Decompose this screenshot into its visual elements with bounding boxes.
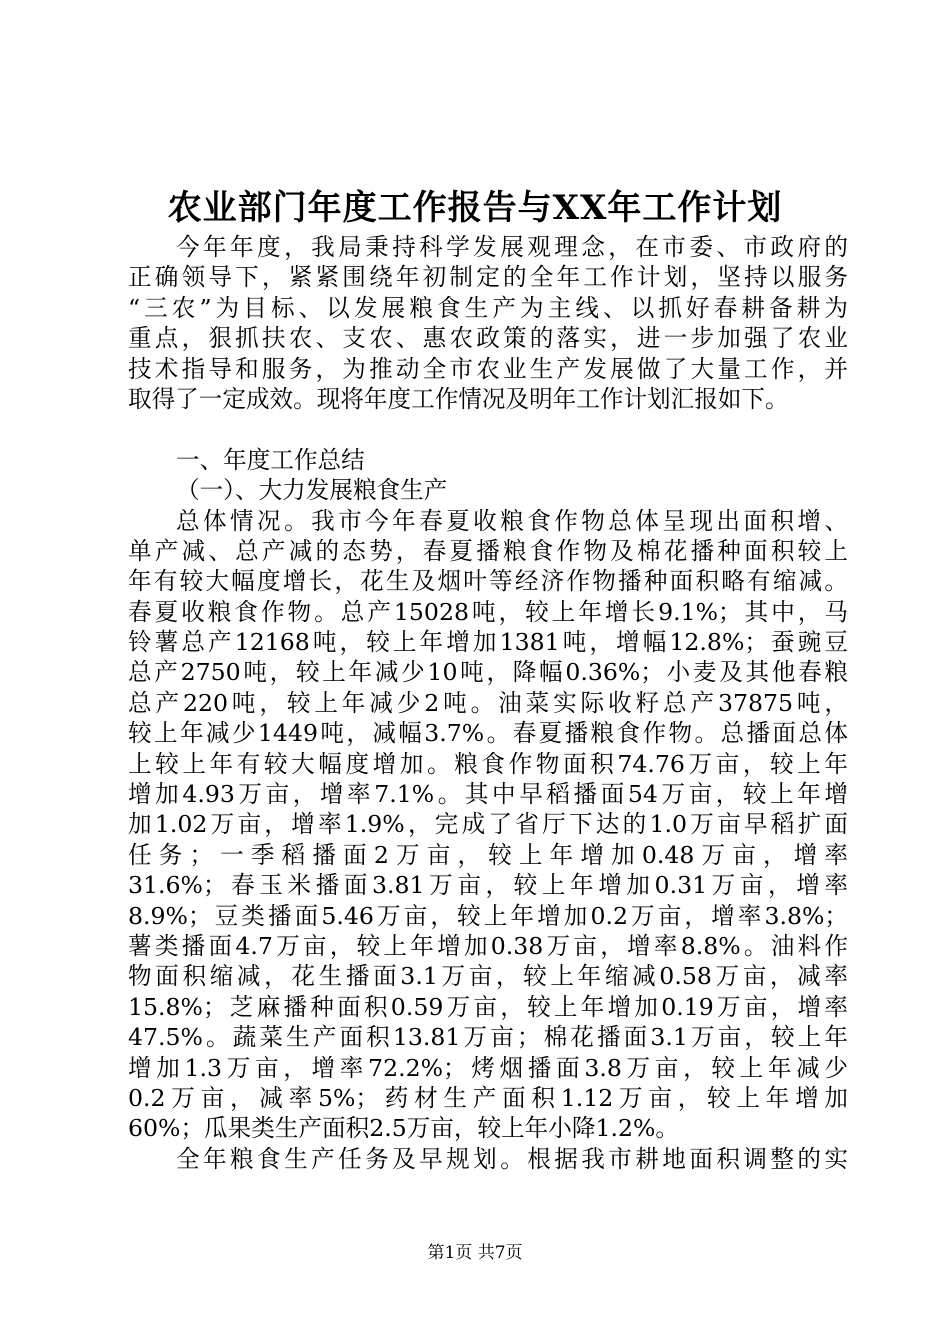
text-line: 任务；一季稻播面2万亩，较上年增加0.48万亩，增率 xyxy=(128,840,848,869)
text-line: 铃薯总产12168吨，较上年增加1381吨，增幅12.8%；蚕豌豆 xyxy=(128,628,848,657)
text-line: 15.8%；芝麻播种面积0.59万亩，较上年增加0.19万亩，增率 xyxy=(128,992,848,1021)
section-heading: 一、年度工作总结 xyxy=(176,445,365,474)
paragraph-gap xyxy=(128,414,848,444)
text-line: “三农”为目标、以发展粮食生产为主线、以抓好春耕备耕为 xyxy=(128,293,848,322)
subsection-heading: （一）、大力发展粮食生产 xyxy=(176,476,448,505)
text-line: 今年年度，我局秉持科学发展观理念，在市委、市政府的 xyxy=(176,233,848,261)
text-line: 年有较大幅度增长，花生及烟叶等经济作物播种面积略有缩减。 xyxy=(128,567,848,596)
page-number-footer: 第1页 共7页 xyxy=(427,1243,523,1263)
document-title: 农业部门年度工作报告与XX年工作计划 xyxy=(167,188,783,228)
text-line: 物面积缩减，花生播面3.1万亩，较上年缩减0.58万亩，减率 xyxy=(128,962,848,991)
crop-summary-paragraph xyxy=(128,506,848,1144)
text-line: 春夏收粮食作物。总产15028吨，较上年增长9.1%；其中，马 xyxy=(128,597,848,626)
text-line: 取得了一定成效。现将年度工作情况及明年工作计划汇报如下。 xyxy=(128,384,789,413)
text-line: 单产减、总产减的态势，春夏播粮食作物及棉花播种面积较上 xyxy=(128,536,848,565)
text-line: 上较上年有较大幅度增加。粮食作物面积74.76万亩，较上年 xyxy=(128,749,848,778)
intro-paragraph xyxy=(128,232,848,414)
text-line: 较上年减少1449吨，减幅3.7%。春夏播粮食作物。总播面总体 xyxy=(128,719,848,748)
text-line: 正确领导下，紧紧围绕年初制定的全年工作计划，坚持以服务 xyxy=(128,263,848,292)
text-line: 总产220吨，较上年减少2吨。油菜实际收籽总产37875吨， xyxy=(128,688,848,717)
text-line: 31.6%；春玉米播面3.81万亩，较上年增加0.31万亩，增率 xyxy=(128,871,848,900)
text-line: 技术指导和服务，为推动全市农业生产发展做了大量工作，并 xyxy=(128,354,848,383)
text-line: 总体情况。我市今年春夏收粮食作物总体呈现出面积增、 xyxy=(176,506,848,535)
text-line: 47.5%。蔬菜生产面积13.81万亩；棉花播面3.1万亩，较上年 xyxy=(128,1023,848,1052)
text-line: 加1.02万亩，增率1.9%，完成了省厅下达的1.0万亩早稻扩面 xyxy=(128,810,848,839)
text-line: 60%；瓜果类生产面积2.5万亩，较上年小降1.2%。 xyxy=(128,1114,679,1143)
text-line: 0.2万亩，减率5%；药材生产面积1.12万亩，较上年增加 xyxy=(128,1083,848,1112)
text-line: 增加1.3万亩，增率72.2%；烤烟播面3.8万亩，较上年减少 xyxy=(128,1053,848,1082)
document-body xyxy=(128,232,848,1174)
text-line: 总产2750吨，较上年减少10吨，降幅0.36%；小麦及其他春粮 xyxy=(128,658,848,687)
text-line: 增加4.93万亩，增率7.1%。其中早稻播面54万亩，较上年增 xyxy=(128,780,848,809)
text-line: 重点，狠抓扶农、支农、惠农政策的落实，进一步加强了农业 xyxy=(128,324,848,353)
text-line: 全年粮食生产任务及早规划。根据我市耕地面积调整的实 xyxy=(176,1144,848,1173)
text-line: 8.9%；豆类播面5.46万亩，较上年增加0.2万亩，增率3.8%； xyxy=(128,901,848,930)
text-line: 薯类播面4.7万亩，较上年增加0.38万亩，增率8.8%。油料作 xyxy=(128,931,848,960)
